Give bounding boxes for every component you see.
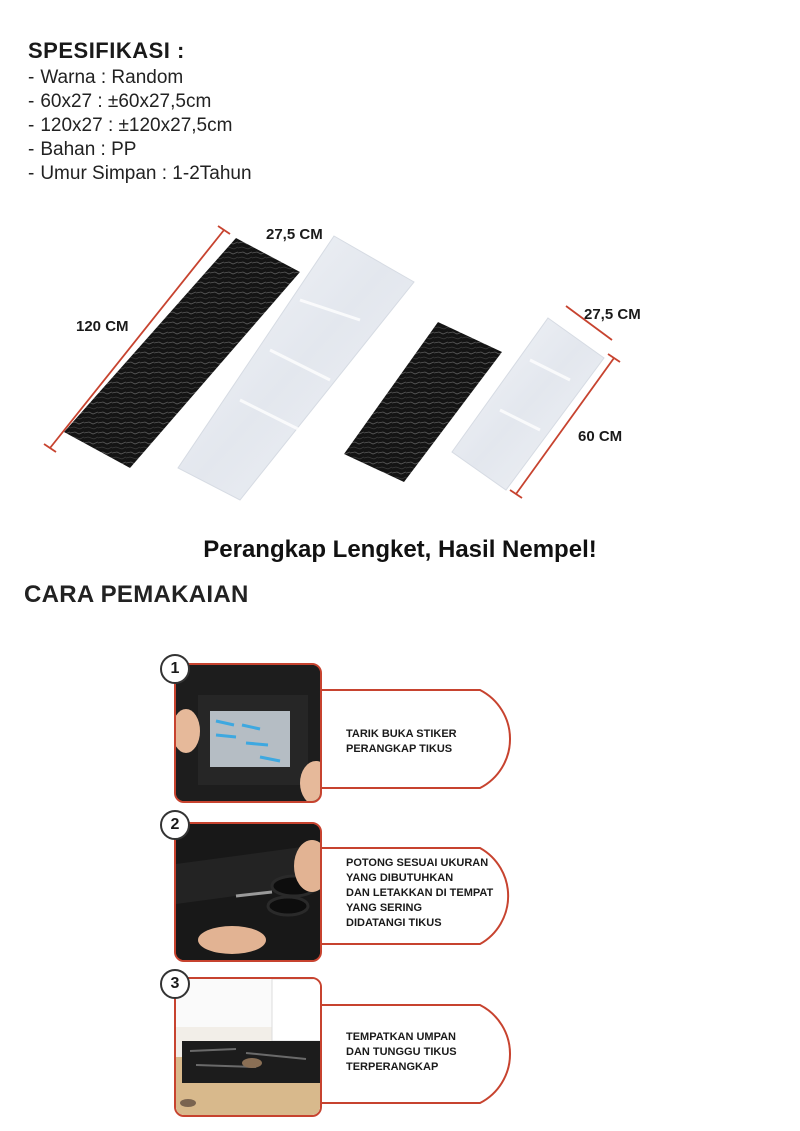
- step-3-text: TEMPATKAN UMPAN DAN TUNGGU TIKUS TERPERANGKAP: [346, 1031, 457, 1073]
- spec-item: - 120x27 : ±120x27,5cm: [28, 115, 233, 136]
- small-width-label: 27,5 CM: [584, 306, 641, 323]
- spec-item: - 60x27 : ±60x27,5cm: [28, 91, 212, 112]
- step-1-photo: [174, 663, 322, 803]
- step-2-photo: [174, 822, 322, 962]
- step-3-photo: [174, 977, 322, 1117]
- step-1-number: 1: [160, 654, 190, 684]
- large-length-label: 120 CM: [76, 318, 129, 335]
- spec-section: [28, 38, 252, 186]
- tagline: Perangkap Lengket, Hasil Nempel!: [203, 536, 597, 563]
- spec-item: - Bahan : PP: [28, 139, 137, 160]
- step-2-text: POTONG SESUAI UKURAN YANG DIBUTUHKAN DAN LETAKKAN DI TEMPAT YANG SERING DIDATANGI TIKUS: [346, 857, 494, 929]
- step-3-number: 3: [160, 969, 190, 999]
- spec-list: [28, 66, 252, 186]
- spec-item: - Umur Simpan : 1-2Tahun: [28, 163, 252, 184]
- spec-title: SPESIFIKASI :: [28, 38, 185, 63]
- step-1-text: TARIK BUKA STIKER PERANGKAP TIKUS: [346, 728, 457, 755]
- usage-title: CARA PEMAKAIAN: [24, 581, 249, 608]
- small-length-label: 60 CM: [578, 428, 623, 445]
- product-illustration: [0, 210, 800, 510]
- large-width-label: 27,5 CM: [266, 226, 323, 243]
- spec-item: - Warna : Random: [28, 67, 184, 88]
- step-2-number: 2: [160, 810, 190, 840]
